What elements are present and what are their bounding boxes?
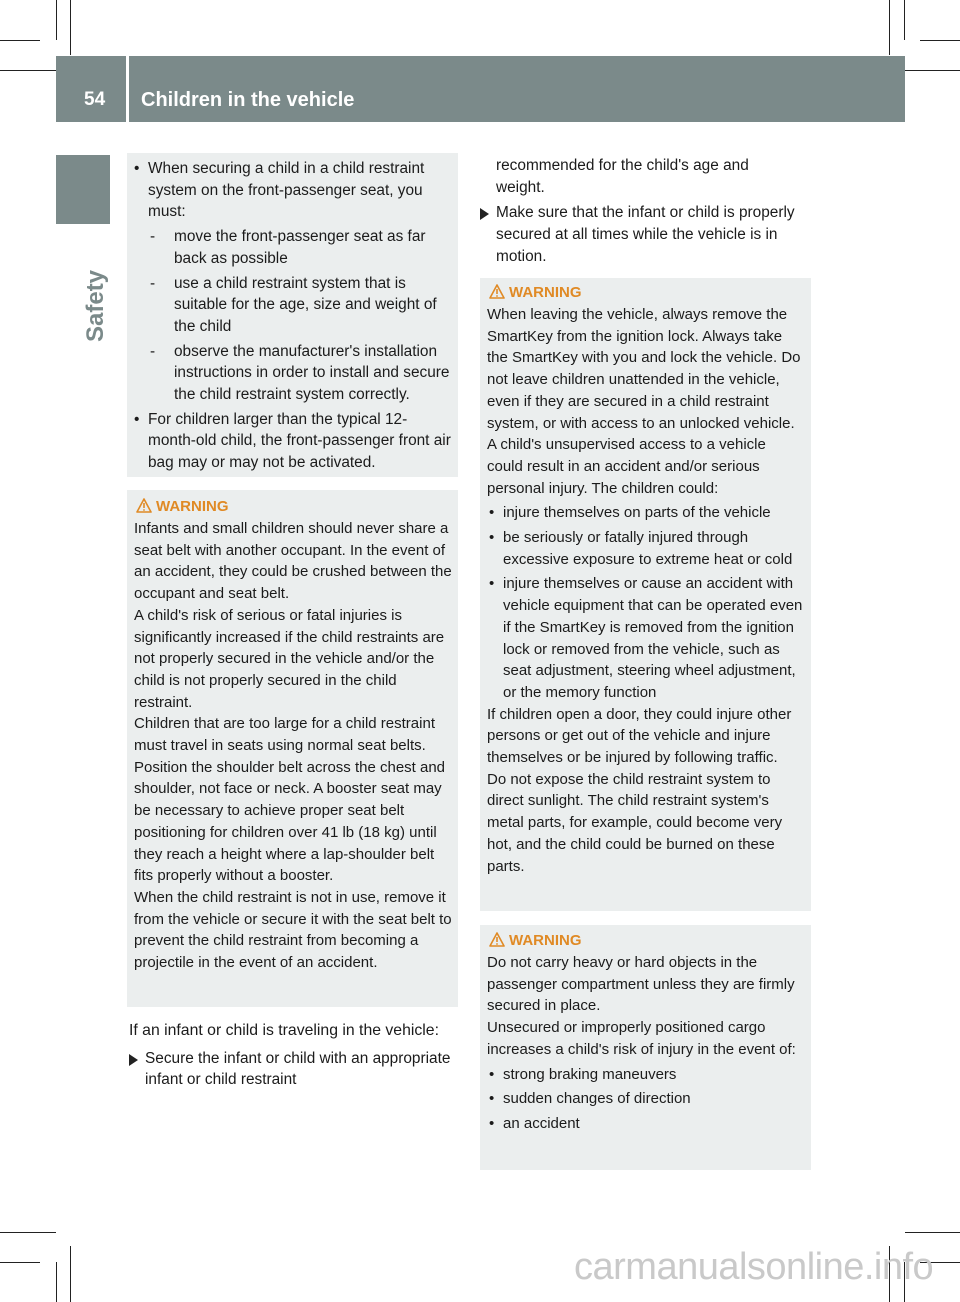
warning-icon — [489, 932, 505, 947]
page-title: Children in the vehicle — [141, 89, 355, 111]
warning-paragraph: When the child restraint is not in use, remove it from the vehicle or secure it with the seat belt to prevent the child restraint from becoming a projectile in the event of an accident. — [134, 888, 452, 972]
section-tab — [56, 155, 110, 224]
warning-paragraph: Do not carry heavy or hard objects in the passenger compartment unless they are firmly secured in place. — [487, 954, 795, 1015]
sub-list-item: - observe the manufacturer's installation instructions in order to install and secure the child restraint system correctly. — [150, 342, 450, 404]
list-item — [487, 1088, 805, 1110]
bullet-icon: • — [489, 1065, 495, 1083]
list-item-text: be seriously or fatally injured through excessive exposure to extreme heat or cold — [503, 529, 793, 568]
bullet-icon: • — [489, 504, 495, 522]
bullet-icon: • — [489, 1090, 495, 1108]
warning-heading: WARNING — [487, 282, 805, 304]
crop-mark — [0, 1262, 40, 1263]
sub-list-item-text: observe the manufacturer's installation instructions in order to install and secure the child restraint system correctly. — [174, 342, 450, 404]
section-label: Safety — [82, 269, 109, 342]
list-item — [134, 158, 452, 223]
warning-icon — [489, 284, 505, 299]
page-number: 54 — [84, 89, 106, 110]
warning-icon — [136, 498, 152, 513]
crop-mark — [70, 1246, 71, 1302]
instruction-step — [480, 202, 800, 267]
list-item-text: an accident — [503, 1114, 580, 1132]
sub-list-item: - move the front-passenger seat as far back as possible — [150, 228, 426, 267]
travel-heading: If an infant or child is traveling in the vehicle: — [129, 1022, 439, 1039]
bullet-icon: • — [489, 529, 495, 547]
crop-mark — [70, 0, 71, 55]
crop-mark — [920, 40, 960, 41]
intro-list — [134, 158, 452, 474]
list-item-text: When securing a child in a child restraint system on the front-passenger seat, you must: — [148, 160, 425, 221]
list-item — [487, 527, 805, 570]
bullet-icon: • — [489, 1114, 495, 1132]
warning-paragraph: Children that are too large for a child restraint must travel in seats using normal seat belts. Position the shoulder belt across the chest and shoulder, not face or neck. A booster seat may be necessary to achieve proper seat belt positioning for children over 41 lb (18 kg) until they reach a height where a lap-shoulder belt fits properly without a booster. — [134, 715, 446, 885]
instruction-step-text: recommended for the child's age and weight. — [496, 157, 749, 196]
instruction-step — [129, 1048, 461, 1091]
sub-list-item-text: move the front-passenger seat as far back as possible — [174, 228, 426, 267]
warning-paragraph: When leaving the vehicle, always remove the SmartKey from the ignition lock. Always take the SmartKey with you and lock the vehicle. Do not leave children unattended in the vehicle, even if they are secured in a child restraint system, or with access to an unlocked vehicle. A child's unsupervised access to a vehicle could result in an accident and/or serious personal injury. The children could: — [487, 306, 801, 497]
warning-paragraph: Do not expose the child restraint system to direct sunlight. The child restraint system's metal parts, for example, could become very hot, and the child could be burned on these parts. — [487, 770, 783, 875]
warning-paragraph: Infants and small children should never share a seat belt with another occupant. In the event of an accident, they could be crushed between the occupant and seat belt. — [134, 520, 452, 603]
instruction-step-text: Make sure that the infant or child is properly secured at all times while the vehicle is in motion. — [496, 204, 795, 265]
bullet-icon: • — [134, 410, 140, 428]
list-item-text: injure themselves or cause an accident with vehicle equipment that can be operated even if the SmartKey is removed from the ignition lock or removed from the vehicle, such as seat adjustment, steering wheel adjustment, or the memory function — [503, 575, 803, 701]
list-item — [487, 502, 805, 524]
watermark: carmanualsonline.info — [574, 1246, 934, 1288]
list-item — [487, 1064, 805, 1086]
header-separator — [126, 56, 129, 122]
warning-content — [134, 496, 452, 974]
crop-mark — [905, 70, 960, 71]
crop-mark — [0, 40, 40, 41]
warning-paragraph: If children open a door, they could injure other persons or get out of the vehicle and injure themselves or be injured by following traffic. — [487, 705, 792, 767]
arrow-icon — [480, 208, 489, 220]
travel-instructions — [129, 1020, 461, 1091]
travel-instructions-continued — [480, 155, 800, 268]
sub-list-item-text: use a child restraint system that is suitable for the age, size and weight of the child — [174, 274, 437, 335]
warning-heading: WARNING — [134, 496, 452, 518]
list-item — [487, 573, 805, 703]
bullet-icon: • — [134, 160, 140, 177]
bullet-icon: • — [489, 575, 495, 593]
crop-mark — [889, 0, 890, 55]
list-item-text: injure themselves on parts of the vehicle — [503, 504, 771, 522]
instruction-step-text: Secure the infant or child with an appropriate infant or child restraint — [145, 1049, 451, 1089]
crop-mark — [0, 70, 56, 71]
warning-content — [487, 930, 805, 1135]
warning-content — [487, 282, 805, 877]
list-item-text: sudden changes of direction — [503, 1090, 691, 1108]
warning-heading: WARNING — [487, 930, 805, 952]
arrow-icon — [129, 1054, 138, 1066]
sub-list-item: - use a child restraint system that is suitable for the age, size and weight of the child — [150, 274, 437, 335]
warning-paragraph: A child's risk of serious or fatal injuries is significantly increased if the child restraints are not properly secured in the vehicle and/or the child is not properly secured in the child restraint. — [134, 606, 445, 711]
warning-paragraph: Unsecured or improperly positioned cargo increases a child's risk of injury in the event of: — [487, 1019, 796, 1058]
crop-mark — [0, 1232, 56, 1233]
list-item-text: strong braking maneuvers — [503, 1065, 677, 1083]
crop-mark — [56, 0, 57, 40]
list-item — [134, 409, 452, 474]
crop-mark — [904, 0, 905, 40]
list-item-text: For children larger than the typical 12-month-old child, the front-passenger front air bag may or may not be activated. — [148, 410, 451, 472]
list-item — [487, 1113, 805, 1135]
crop-mark — [56, 1262, 57, 1302]
crop-mark — [905, 1232, 960, 1233]
